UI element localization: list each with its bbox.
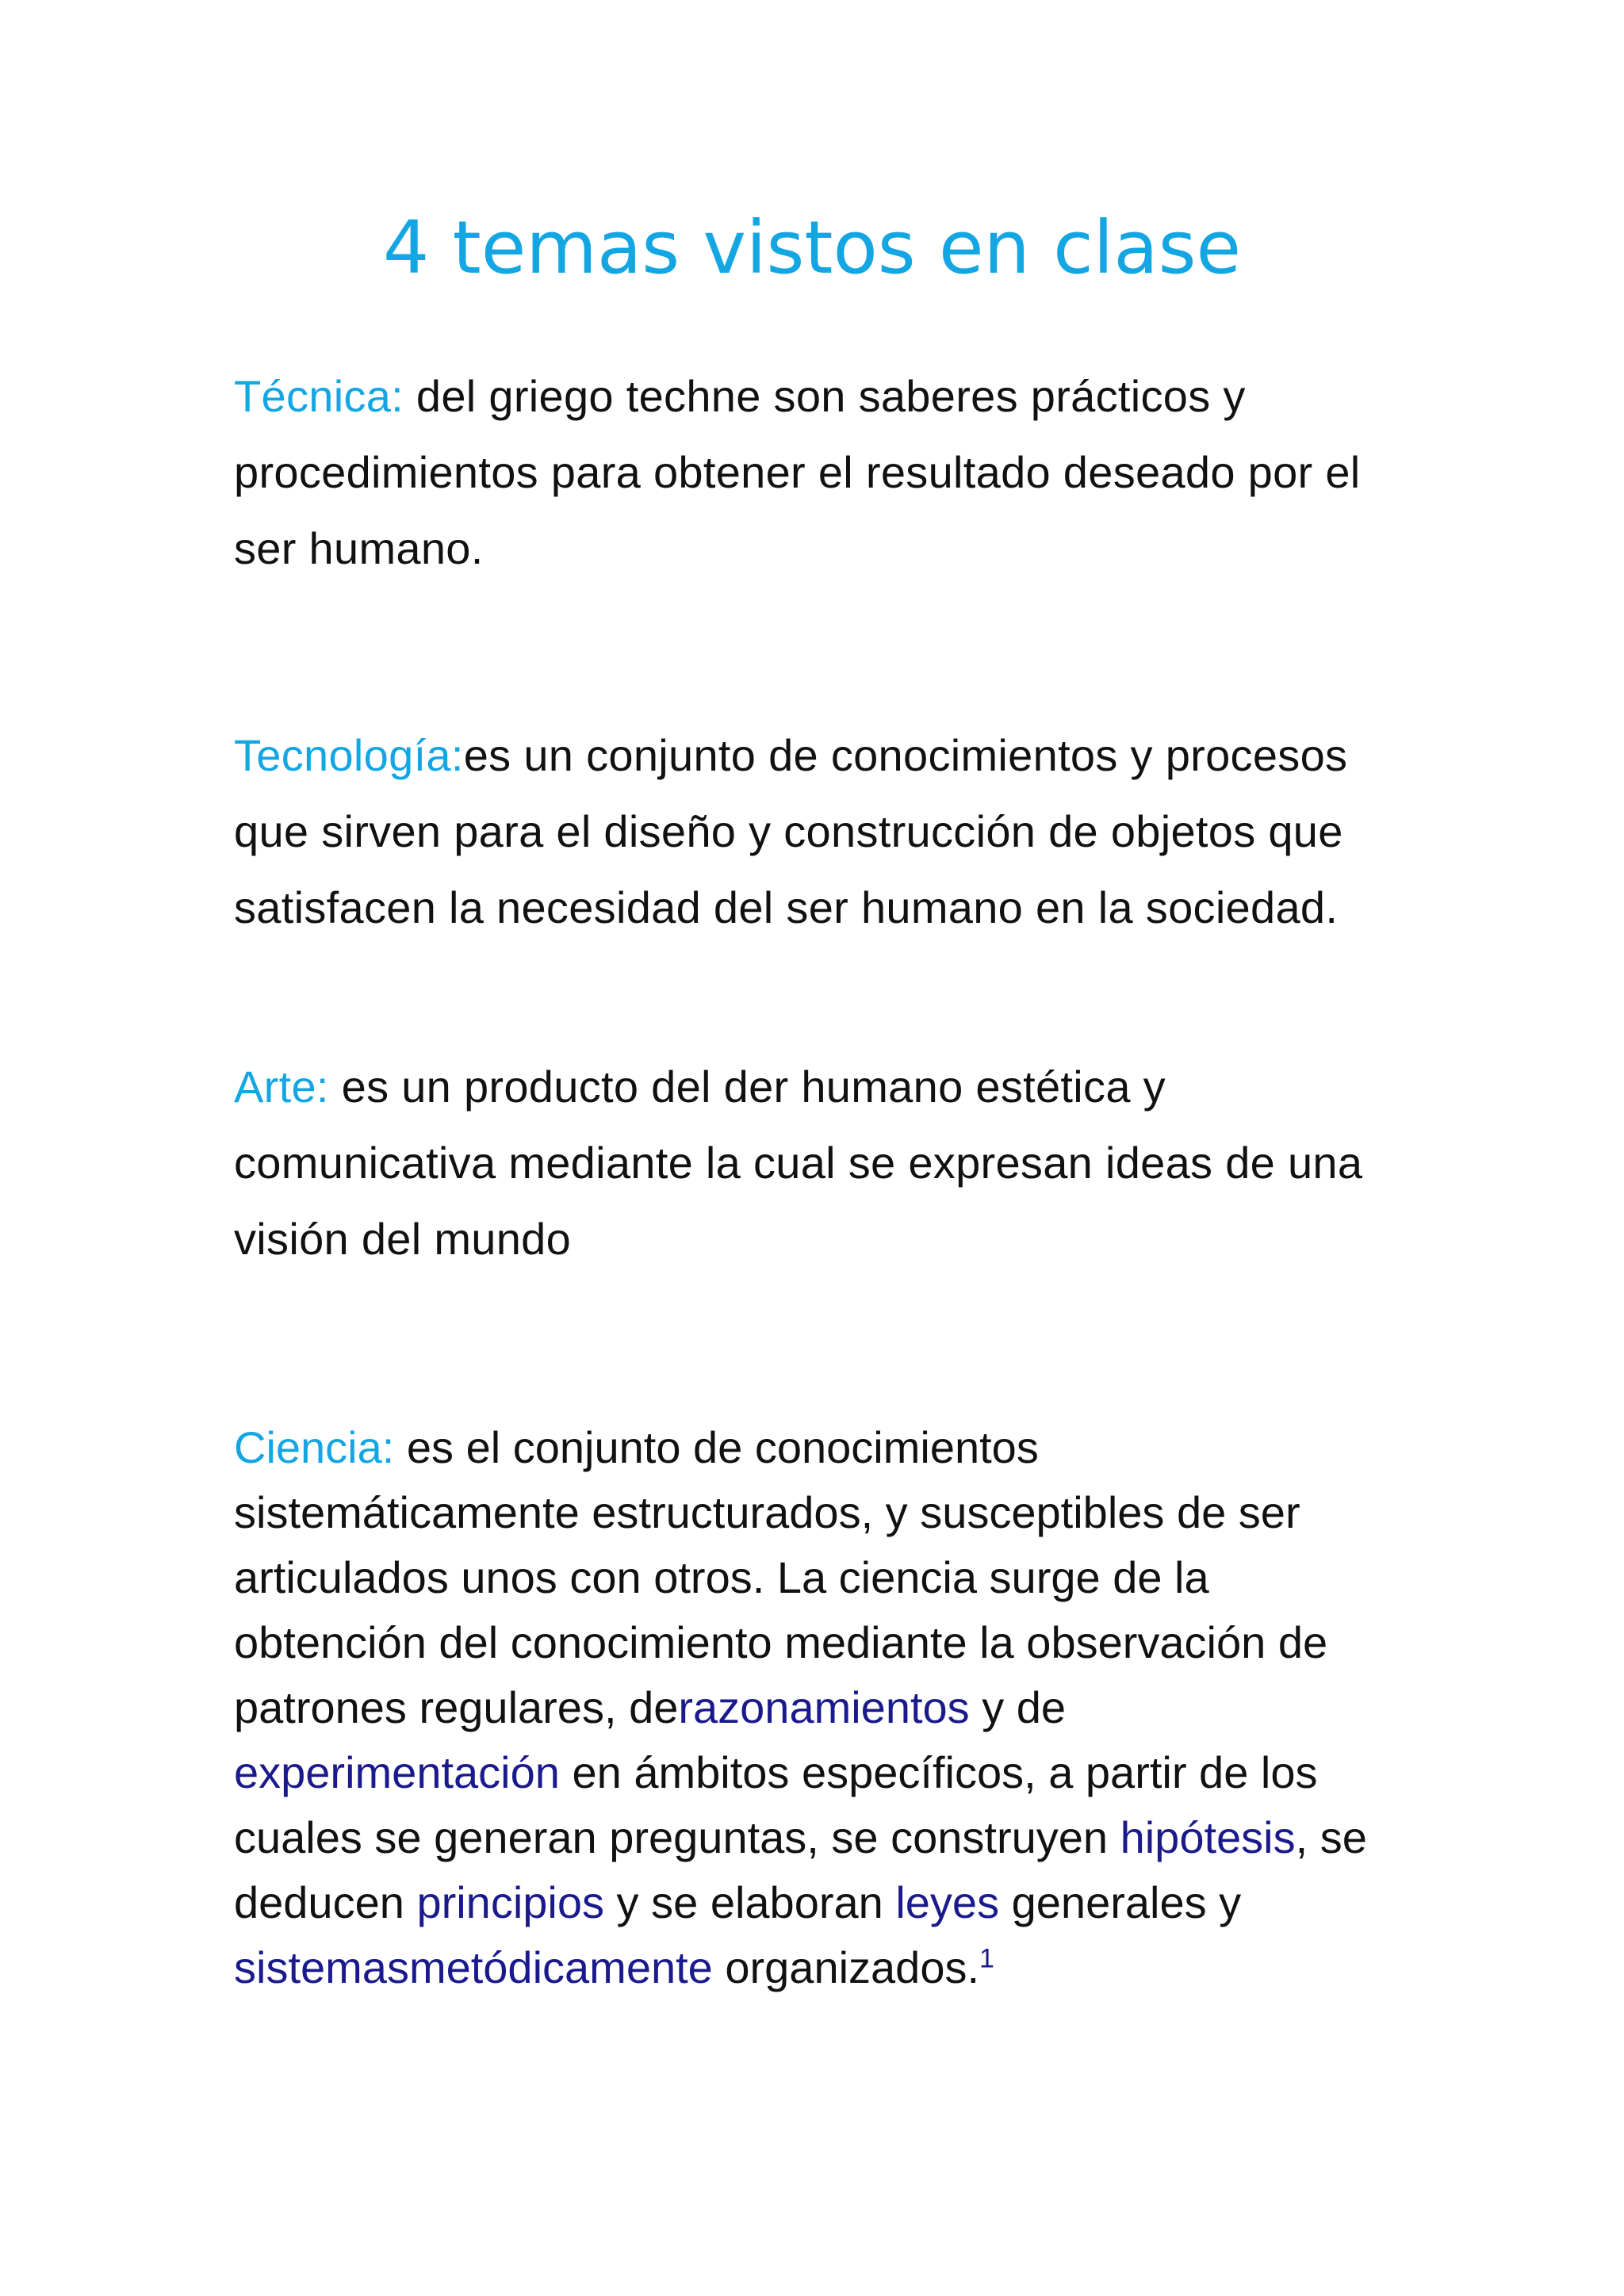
definition-ciencia-part-2: y de [969,1682,1067,1732]
page-title: 4 temas vistos en clase [382,205,1242,290]
link-hipotesis[interactable]: hipótesis [1120,1812,1296,1862]
term-ciencia: Ciencia: [234,1422,395,1472]
link-razonamientos[interactable]: razonamientos [678,1682,970,1732]
term-arte: Arte: [234,1062,329,1112]
definition-tecnica: del griego techne son saberes prácticos y procedimientos para obtener el resultado deseado por el ser humano. [234,371,1361,573]
footnote-marker[interactable]: 1 [979,1943,994,1974]
definition-ciencia-part-1: es el conjunto de conocimientos sistemáticamente estructurados, y susceptibles de ser articulados unos con otros. La ciencia surge de la obtención del conocimiento mediante la observación de patrones regulares, de [234,1422,1328,1732]
paragraph-tecnologia [234,718,1408,946]
term-tecnologia: Tecnología: [234,730,464,780]
link-principios[interactable]: principios [416,1877,604,1927]
definition-ciencia-part-5: y se elaboran [604,1877,896,1927]
definition-tecnologia: es un conjunto de conocimientos y procesos que sirven para el diseño y construcción de objetos que satisfacen la necesidad del ser humano en la sociedad. [234,730,1348,932]
link-sistemas[interactable]: sistemas [234,1942,409,1992]
paragraph-arte [234,1049,1408,1277]
definition-arte: es un producto del der humano estética y comunicativa mediante la cual se expresan ideas de una visión del mundo [234,1062,1363,1264]
paragraph-ciencia [234,1415,1376,2000]
definition-ciencia-part-6: generales y [999,1877,1242,1927]
definition-ciencia-part-3: en ámbitos específicos, a partir de los cuales se generan preguntas, se construyen [234,1747,1318,1862]
term-tecnica: Técnica: [234,371,404,421]
definition-ciencia-part-4: , se deducen [234,1812,1367,1927]
link-metodicamente[interactable]: metódicamente [408,1942,713,1992]
link-experimentacion[interactable]: experimentación [234,1747,560,1797]
link-leyes[interactable]: leyes [895,1877,1000,1927]
definition-ciencia-part-7: organizados. [712,1942,980,1992]
paragraph-tecnica [234,358,1408,587]
